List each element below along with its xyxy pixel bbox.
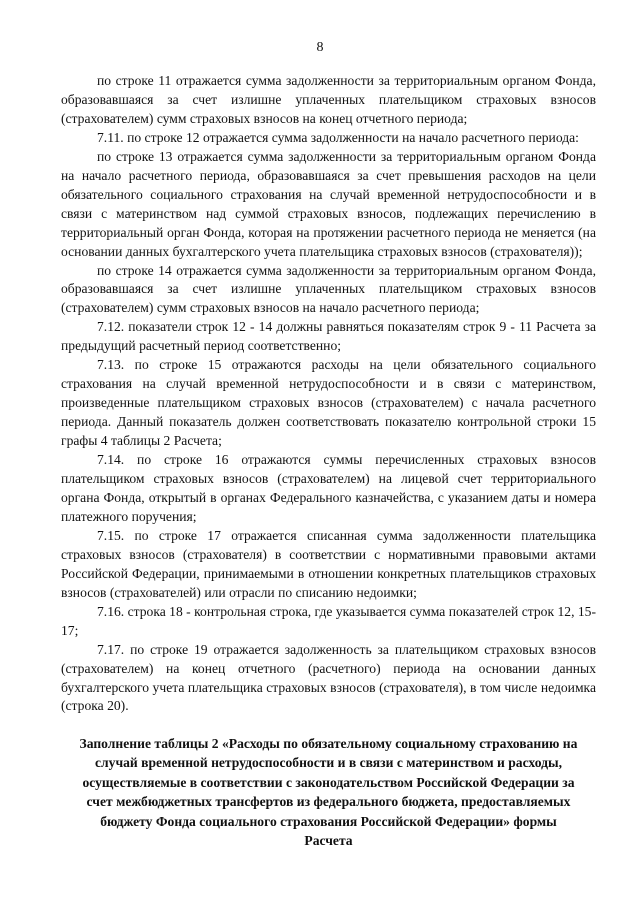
paragraph-line-13: по строке 13 отражается сумма задолженности за территориальным органом Фонда на начало расчетного периода, образовавшаяся за счет превышения расходов на цели обязательного социального страхования на случай временной нетрудоспособности и в связи с материнством над суммой страховых взносов, подлежащих перечислению в территориальный орган Фонда, которая на протяжении расчетного периода не меняется (на основании данных бухгалтерского учета плательщика страховых взносов (страхователя)); [61, 148, 596, 259]
paragraph-7-12: 7.12. показатели строк 12 - 14 должны равняться показателям строк 9 - 11 Расчета за предыдущий расчетный период соответственно; [61, 319, 596, 354]
section-heading: Заполнение таблицы 2 «Расходы по обязательному социальному страхованию на случай временной нетрудоспособности и в связи с материнством и расходы, осуществляемые в соответствии с законодательством Российской Федерации за счет межбюджетных трансфертов из федерального бюджета, предоставляемых бюджету Фонда социального страхования Российской Федерации» формы Расчета [79, 736, 578, 849]
paragraph-7-16: 7.16. строка 18 - контрольная строка, где указывается сумма показателей строк 12, 15- 17; [61, 603, 596, 638]
paragraph-line-11: по строке 11 отражается сумма задолженности за территориальным органом Фонда, образовавшаяся за счет излишне уплаченных плательщиком страховых взносов (страхователем) сумм страховых взносов на конец отчетного периода; [61, 73, 596, 126]
paragraph-7-14: 7.14. по строке 16 отражаются суммы перечисленных страховых взносов плательщиком страховых взносов (страхователем) на лицевой счет территориального органа Фонда, открытый в органах Федерального казначейства, с указанием даты и номера платежного поручения; [61, 452, 596, 524]
paragraph-7-15: 7.15. по строке 17 отражается списанная сумма задолженности плательщика страховых взносов (страхователя) в соответствии с нормативными правовыми актами Российской Федерации, принимаемыми в отношении конкретных плательщиков страховых взносов (страхователей) или отрасли по списанию недоимки; [61, 527, 596, 600]
paragraph-7-11: 7.11. по строке 12 отражается сумма задолженности на начало расчетного периода: [97, 129, 579, 145]
body-text [61, 72, 596, 716]
page-number: 8 [316, 40, 324, 55]
paragraph-line-14: по строке 14 отражается сумма задолженности за территориальным органом Фонда, образовавшаяся за счет излишне уплаченных плательщиком страховых взносов (страхователем) сумм страховых взносов на начало расчетного периода; [61, 262, 596, 316]
paragraph-7-17: 7.17. по строке 19 отражается задолженность за плательщиком страховых взносов (страхователем) на конец отчетного (расчетного) периода на основании данных бухгалтерского учета плательщика страховых взносов (страхователя), в том числе недоимка (строка 20). [61, 641, 596, 714]
paragraph-7-13: 7.13. по строке 15 отражаются расходы на цели обязательного социального страхования на случай временной нетрудоспособности и в связи с материнством, произведенные плательщиком страховых взносов (страхователем) с начала расчетного периода. Данный показатель должен соответствовать показателю контрольной строки 15 графы 4 таблицы 2 Расчета; [61, 357, 596, 449]
